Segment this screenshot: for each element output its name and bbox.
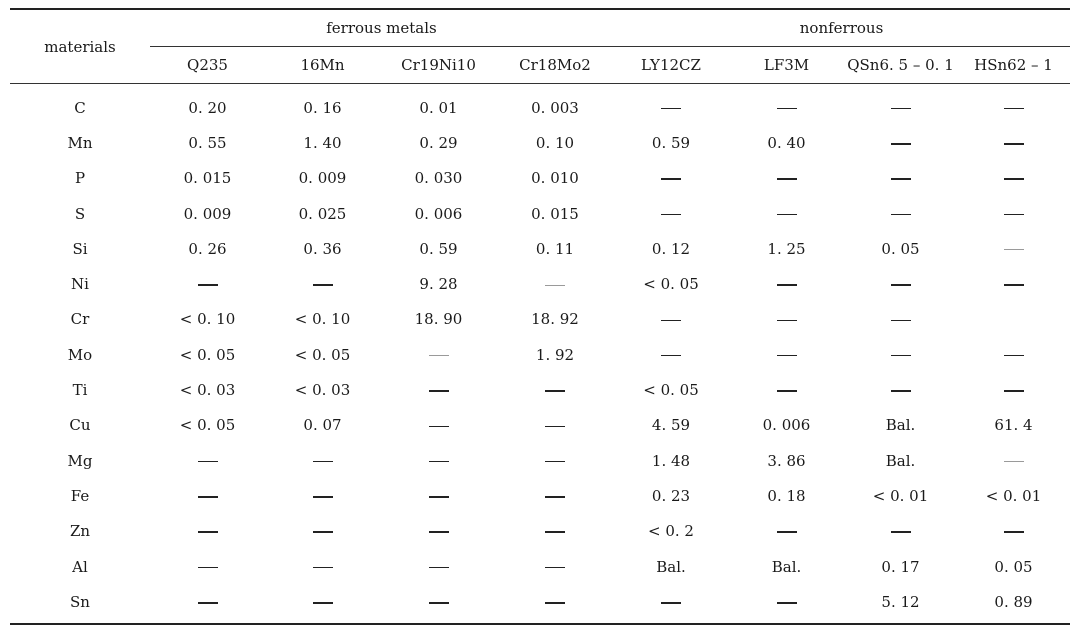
table-cell: 1. 25 (767, 239, 806, 258)
element-label: Ti (72, 381, 88, 400)
table-cell: 18. 90 (414, 310, 463, 329)
element-label: Sn (70, 592, 90, 611)
column-header: LF3M (729, 47, 844, 84)
table-cell (957, 443, 1070, 478)
table-cell (729, 337, 844, 372)
dash-mark (1004, 390, 1024, 392)
dash-mark (545, 602, 565, 604)
table-row (10, 84, 1070, 126)
dash-mark (313, 496, 333, 498)
table-cell (497, 266, 613, 301)
dash-mark (545, 390, 565, 392)
ferrous-metals-header: ferrous metals (150, 9, 613, 47)
table-cell: < 0. 05 (643, 275, 699, 294)
dash-mark (313, 602, 333, 604)
table-cell (265, 478, 380, 513)
header-column-row (10, 47, 1070, 84)
element-label: Cu (69, 416, 91, 435)
table-cell (957, 231, 1070, 266)
table-cell (380, 549, 497, 584)
element-label: S (74, 204, 86, 223)
table-cell (844, 514, 957, 549)
table-cell: 0. 07 (303, 416, 342, 435)
table-cell (150, 514, 265, 549)
dash-mark (891, 320, 911, 322)
table-cell (957, 196, 1070, 231)
table-row (10, 443, 1070, 478)
table-cell: 0. 10 (535, 133, 575, 152)
table-cell: 0. 11 (535, 239, 575, 258)
element-label: Si (72, 239, 88, 258)
table-cell: < 0. 2 (648, 522, 694, 541)
table-cell: 61. 4 (994, 416, 1033, 435)
dash-mark (777, 390, 797, 392)
table-cell: 1. 40 (303, 133, 342, 152)
table-row (10, 302, 1070, 337)
table-cell: 0. 17 (881, 557, 920, 576)
table-cell (150, 584, 265, 624)
table-cell (150, 266, 265, 301)
dash-mark (313, 531, 333, 533)
table-cell: 0. 89 (994, 592, 1033, 611)
table-row (10, 266, 1070, 301)
table-cell (380, 478, 497, 513)
table-cell (613, 584, 729, 624)
table-cell (265, 584, 380, 624)
table-cell (729, 161, 844, 196)
dash-mark (891, 390, 911, 392)
table-cell: Bal. (885, 416, 916, 435)
table-cell: 0. 025 (298, 204, 347, 223)
element-label: Fe (70, 486, 90, 505)
dash-mark (661, 355, 681, 357)
table-cell: 5. 12 (881, 592, 920, 611)
table-cell: 0. 59 (651, 133, 691, 152)
table-cell (844, 337, 957, 372)
table-cell (957, 514, 1070, 549)
dash-mark (891, 355, 911, 357)
table-cell: 0. 40 (767, 133, 806, 152)
table-cell: 0. 009 (183, 204, 232, 223)
table-cell (729, 584, 844, 624)
table-cell: 1. 48 (651, 451, 691, 470)
table-cell (844, 125, 957, 160)
dash-mark (891, 284, 911, 286)
table-cell: 0. 20 (188, 98, 227, 117)
dash-mark (198, 602, 218, 604)
dash-mark (891, 143, 911, 145)
table-cell: < 0. 03 (179, 381, 236, 400)
dash-mark (891, 108, 911, 110)
dash-mark (198, 284, 218, 286)
table-cell (957, 125, 1070, 160)
table-cell (844, 196, 957, 231)
element-label: Mn (67, 133, 93, 152)
table-cell (150, 443, 265, 478)
table-cell (957, 302, 1070, 337)
table-row (10, 549, 1070, 584)
table-cell (380, 584, 497, 624)
table-cell: 0. 59 (419, 239, 458, 258)
dash-mark (1004, 108, 1024, 110)
element-label: Cr (70, 310, 90, 329)
dash-mark (1004, 531, 1024, 533)
table-cell (497, 408, 613, 443)
table-cell (844, 302, 957, 337)
dash-mark (661, 320, 681, 322)
table-cell (150, 549, 265, 584)
materials-header: materials (10, 9, 150, 84)
table-cell: 0. 55 (188, 133, 227, 152)
table-cell: Bal. (656, 557, 686, 576)
table-row (10, 408, 1070, 443)
table-cell: 0. 36 (303, 239, 342, 258)
table-cell: < 0. 05 (179, 345, 236, 364)
table-cell: 0. 006 (762, 416, 811, 435)
table-cell (613, 337, 729, 372)
table-cell: Bal. (771, 557, 802, 576)
table-cell: 0. 030 (414, 169, 463, 188)
dash-mark (1004, 143, 1024, 145)
table-cell (957, 266, 1070, 301)
nonferrous-header: nonferrous (613, 9, 1070, 47)
table-cell: 0. 015 (183, 169, 232, 188)
dash-mark (777, 214, 797, 216)
dash-mark (1004, 461, 1024, 462)
table-cell: 0. 010 (531, 169, 579, 188)
table-cell: < 0. 03 (294, 381, 351, 400)
dash-mark (545, 567, 565, 569)
element-label: Al (72, 557, 88, 576)
table-cell: 1. 92 (535, 345, 575, 364)
dash-mark (313, 461, 333, 463)
dash-mark (661, 178, 681, 180)
table-cell: 9. 28 (419, 275, 458, 294)
element-label: Mo (67, 345, 93, 364)
composition-table (10, 8, 1070, 625)
table-cell (729, 196, 844, 231)
table-cell (380, 443, 497, 478)
table-cell (497, 584, 613, 624)
dash-mark (1004, 178, 1024, 180)
table-cell (844, 372, 957, 407)
table-row (10, 196, 1070, 231)
element-label: Ni (71, 275, 89, 294)
dash-mark (313, 567, 333, 569)
column-header: Cr18Mo2 (497, 47, 613, 84)
dash-mark (1004, 214, 1024, 216)
table-cell: < 0. 05 (294, 345, 351, 364)
table-cell: 0. 05 (994, 557, 1033, 576)
table-cell (957, 161, 1070, 196)
table-cell (729, 84, 844, 126)
dash-mark (777, 108, 797, 110)
table-cell: 0. 009 (298, 169, 347, 188)
dash-mark (429, 461, 449, 463)
table-cell: < 0. 01 (985, 486, 1042, 505)
dash-mark (545, 496, 565, 498)
table-cell: 3. 86 (767, 451, 806, 470)
element-label: Mg (67, 451, 93, 470)
column-header: LY12CZ (613, 47, 729, 84)
table-cell: 18. 92 (531, 310, 579, 329)
dash-mark (429, 531, 449, 533)
table-cell: 0. 26 (188, 239, 227, 258)
dash-mark (891, 178, 911, 180)
dash-mark (545, 461, 565, 463)
element-label: Zn (69, 522, 91, 541)
table-row (10, 231, 1070, 266)
table-row (10, 372, 1070, 407)
table-cell: 0. 05 (881, 239, 920, 258)
table-cell: 4. 59 (651, 416, 691, 435)
table-cell: 0. 18 (767, 486, 806, 505)
dash-mark (661, 214, 681, 216)
dash-mark (545, 531, 565, 533)
table-cell (729, 514, 844, 549)
element-label: C (74, 98, 86, 117)
table-cell (844, 161, 957, 196)
table-cell (613, 84, 729, 126)
dash-mark (429, 426, 449, 428)
dash-mark (313, 284, 333, 286)
table-cell (957, 372, 1070, 407)
dash-mark (777, 531, 797, 533)
table-cell (729, 372, 844, 407)
table-cell (497, 443, 613, 478)
dash-mark (429, 602, 449, 604)
table-cell: Bal. (885, 451, 916, 470)
header-group-row (10, 9, 1070, 47)
table-cell (497, 478, 613, 513)
table-row (10, 125, 1070, 160)
table-cell: 0. 29 (419, 133, 458, 152)
column-header: HSn62 – 1 (957, 47, 1070, 84)
table-cell (265, 514, 380, 549)
dash-mark (198, 461, 218, 463)
table-cell (497, 372, 613, 407)
table-cell (150, 478, 265, 513)
table-cell (380, 514, 497, 549)
table-cell: < 0. 01 (872, 486, 929, 505)
dash-mark (661, 108, 681, 110)
table-row (10, 161, 1070, 196)
dash-mark (1004, 249, 1024, 250)
table-row (10, 584, 1070, 624)
table-cell (380, 408, 497, 443)
dash-mark (777, 178, 797, 180)
table-body (10, 84, 1070, 625)
column-header: QSn6. 5 – 0. 1 (844, 47, 957, 84)
table-cell: < 0. 05 (179, 416, 236, 435)
table-cell: 0. 01 (419, 98, 458, 117)
table-cell: 0. 015 (531, 204, 579, 223)
table-cell: < 0. 10 (294, 310, 351, 329)
table-cell: < 0. 10 (179, 310, 236, 329)
dash-mark (429, 496, 449, 498)
element-label: P (74, 169, 86, 188)
dash-mark (891, 214, 911, 216)
table-cell (729, 302, 844, 337)
dash-mark (198, 531, 218, 533)
column-header: 16Mn (265, 47, 380, 84)
table-cell (497, 549, 613, 584)
table-cell: 0. 12 (651, 239, 691, 258)
dash-mark (198, 496, 218, 498)
table-cell (729, 266, 844, 301)
dash-mark (891, 531, 911, 533)
table-row (10, 514, 1070, 549)
table-cell (957, 337, 1070, 372)
column-header: Cr19Ni10 (380, 47, 497, 84)
table-cell (265, 549, 380, 584)
table-cell: 0. 006 (414, 204, 463, 223)
table-row (10, 478, 1070, 513)
table-row (10, 337, 1070, 372)
dash-mark (1004, 284, 1024, 286)
table-cell: 0. 16 (303, 98, 342, 117)
table-cell (265, 443, 380, 478)
table-cell (957, 84, 1070, 126)
dash-mark (429, 567, 449, 569)
table-cell: 0. 003 (531, 98, 579, 117)
dash-mark (1004, 355, 1024, 357)
dash-mark (545, 426, 565, 428)
table-cell (613, 302, 729, 337)
dash-mark (777, 355, 797, 357)
dash-mark (429, 355, 449, 356)
dash-mark (777, 602, 797, 604)
dash-mark (777, 284, 797, 286)
table-cell: 0. 23 (651, 486, 691, 505)
dash-mark (545, 285, 565, 286)
dash-mark (777, 320, 797, 322)
table-cell (497, 514, 613, 549)
table-cell (844, 84, 957, 126)
table-cell (380, 372, 497, 407)
column-header: Q235 (150, 47, 265, 84)
table-cell (380, 337, 497, 372)
dash-mark (661, 602, 681, 604)
table-cell (265, 266, 380, 301)
table-cell (844, 266, 957, 301)
table-cell (613, 161, 729, 196)
dash-mark (429, 390, 449, 392)
dash-mark (198, 567, 218, 569)
table-cell: < 0. 05 (643, 381, 699, 400)
table-cell (613, 196, 729, 231)
